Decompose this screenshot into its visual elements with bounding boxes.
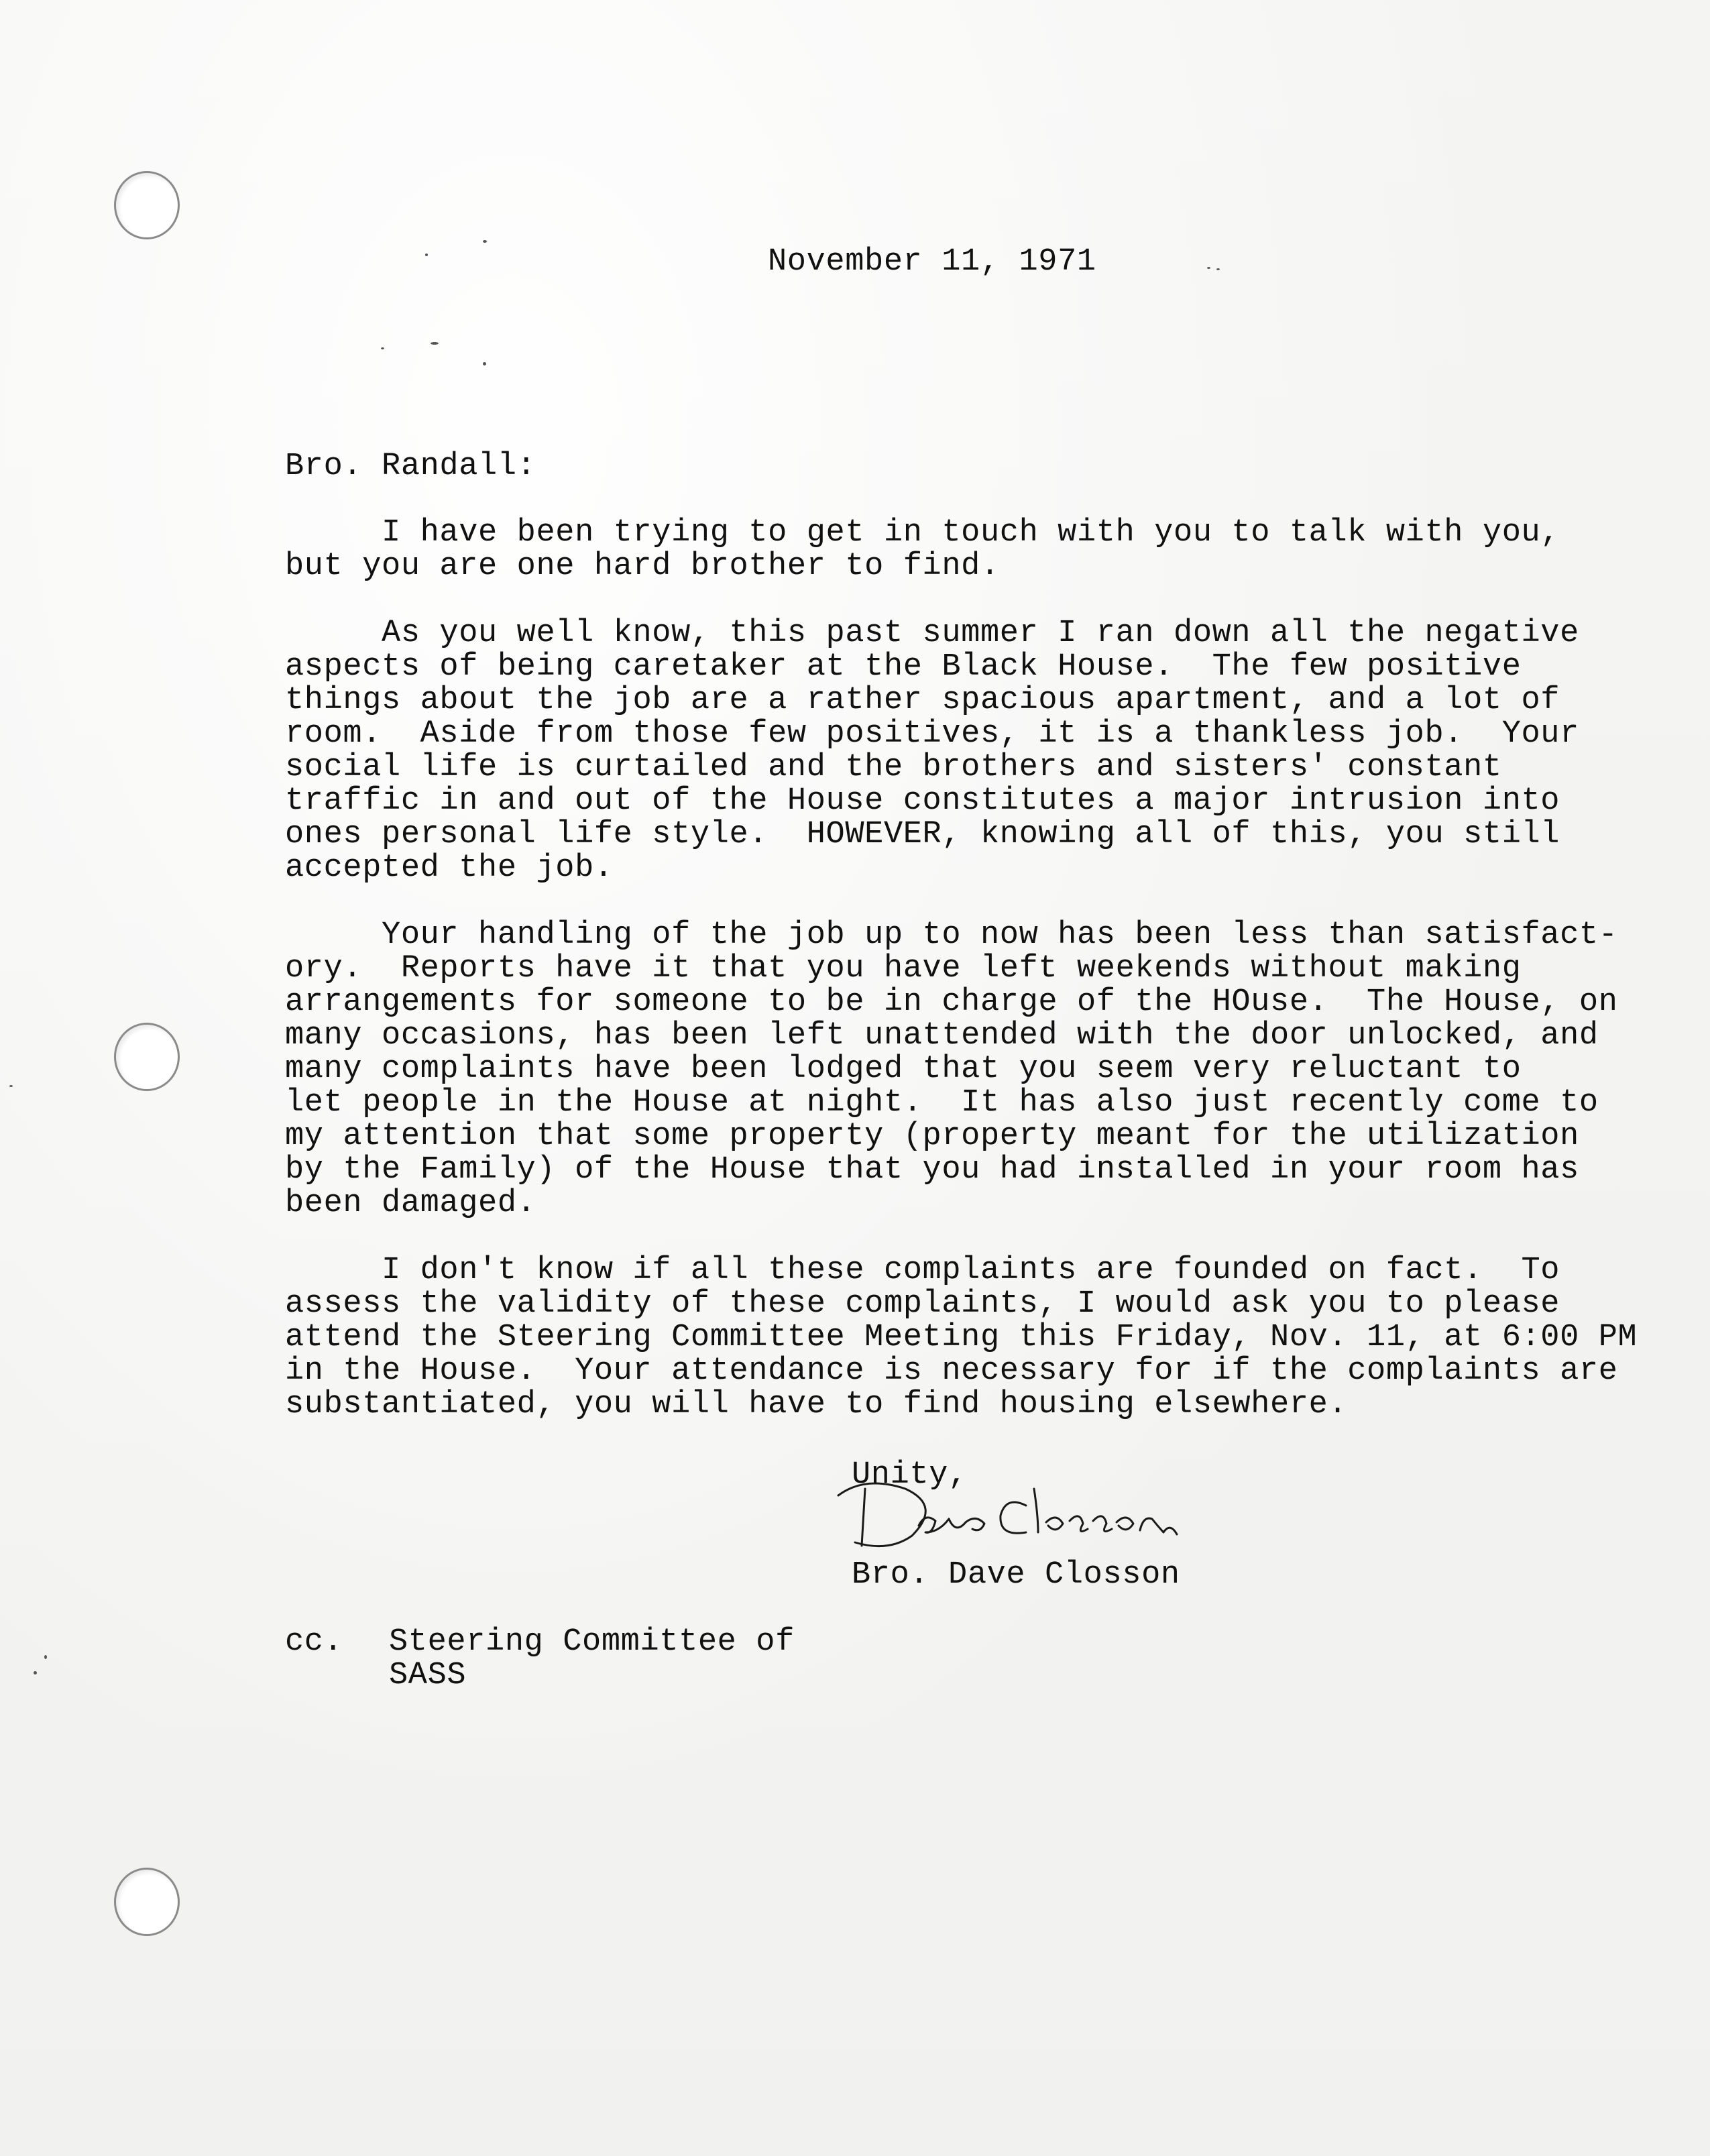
paragraph-1-line-2: but you are one hard brother to find. — [285, 549, 1000, 584]
paragraph-4-line-2: assess the validity of these complaints, I would ask you to please — [285, 1286, 1560, 1322]
paragraph-3-line-7: my attention that some property (property meant for the utilization — [285, 1119, 1579, 1154]
paragraph-3-line-1: Your handling of the job up to now has been less than satisfact- — [285, 917, 1618, 953]
paragraph-2-line-4: room. Aside from those few positives, it is a thankless job. Your — [285, 716, 1579, 752]
paper-speck — [1216, 268, 1220, 270]
paragraph-3-line-6: let people in the House at night. It has also just recently come to — [285, 1085, 1599, 1121]
punch-hole-bottom — [114, 1868, 180, 1936]
punch-hole-top — [114, 171, 180, 239]
paper-speck — [9, 1085, 13, 1087]
closing: Unity, — [852, 1457, 968, 1493]
paragraph-2-line-5: social life is curtailed and the brothers and sisters' constant — [285, 750, 1502, 785]
paragraph-1-line-1: I have been trying to get in touch with you to talk with you, — [285, 515, 1560, 551]
paragraph-2-line-6: traffic in and out of the House constitutes a major intrusion into — [285, 783, 1560, 819]
punch-hole-middle — [114, 1023, 180, 1091]
paragraph-3-line-9: been damaged. — [285, 1186, 536, 1221]
paper-speck — [44, 1655, 47, 1659]
cc-label: cc. — [285, 1624, 343, 1660]
paragraph-3-line-2: ory. Reports have it that you have left weekends without making — [285, 951, 1522, 986]
paragraph-4-line-5: substantiated, you will have to find housing elsewhere. — [285, 1387, 1348, 1422]
cc-line-1: Steering Committee of — [389, 1624, 795, 1660]
paragraph-2-line-7: ones personal life style. HOWEVER, knowing all of this, you still — [285, 817, 1560, 852]
paper-speck — [34, 1671, 37, 1675]
paragraph-2-line-8: accepted the job. — [285, 850, 614, 886]
paragraph-3-line-4: many occasions, has been left unattended with the door unlocked, and — [285, 1018, 1599, 1054]
paragraph-2-line-2: aspects of being caretaker at the Black House. The few positive — [285, 649, 1522, 685]
paper-speck — [483, 240, 487, 243]
paragraph-4-line-3: attend the Steering Committee Meeting this Friday, Nov. 11, at 6:00 PM — [285, 1320, 1638, 1355]
paragraph-2-line-3: things about the job are a rather spacious apartment, and a lot of — [285, 683, 1560, 718]
paragraph-3-line-5: many complaints have been lodged that you seem very reluctant to — [285, 1052, 1522, 1087]
paper-speck — [1207, 267, 1210, 269]
letter-date: November 11, 1971 — [768, 244, 1096, 280]
signature-name: Dave Closson — [825, 1568, 830, 1569]
paper-speck — [483, 362, 486, 365]
handwritten-signature — [825, 1469, 1227, 1569]
cc-line-2: SASS — [389, 1658, 467, 1693]
paper-speck — [431, 342, 439, 345]
paragraph-4-line-4: in the House. Your attendance is necessary for if the complaints are — [285, 1353, 1618, 1389]
typed-name: Bro. Dave Closson — [852, 1557, 1180, 1593]
paper-speck — [425, 253, 428, 256]
paragraph-2-line-1: As you well know, this past summer I ran down all the negative — [285, 616, 1579, 651]
paragraph-3-line-8: by the Family) of the House that you had installed in your room has — [285, 1152, 1579, 1188]
paragraph-4-line-1: I don't know if all these complaints are founded on fact. To — [285, 1253, 1560, 1288]
salutation: Bro. Randall: — [285, 449, 536, 484]
paragraph-3-line-3: arrangements for someone to be in charge of the HOuse. The House, on — [285, 984, 1618, 1020]
paper-speck — [381, 347, 384, 349]
